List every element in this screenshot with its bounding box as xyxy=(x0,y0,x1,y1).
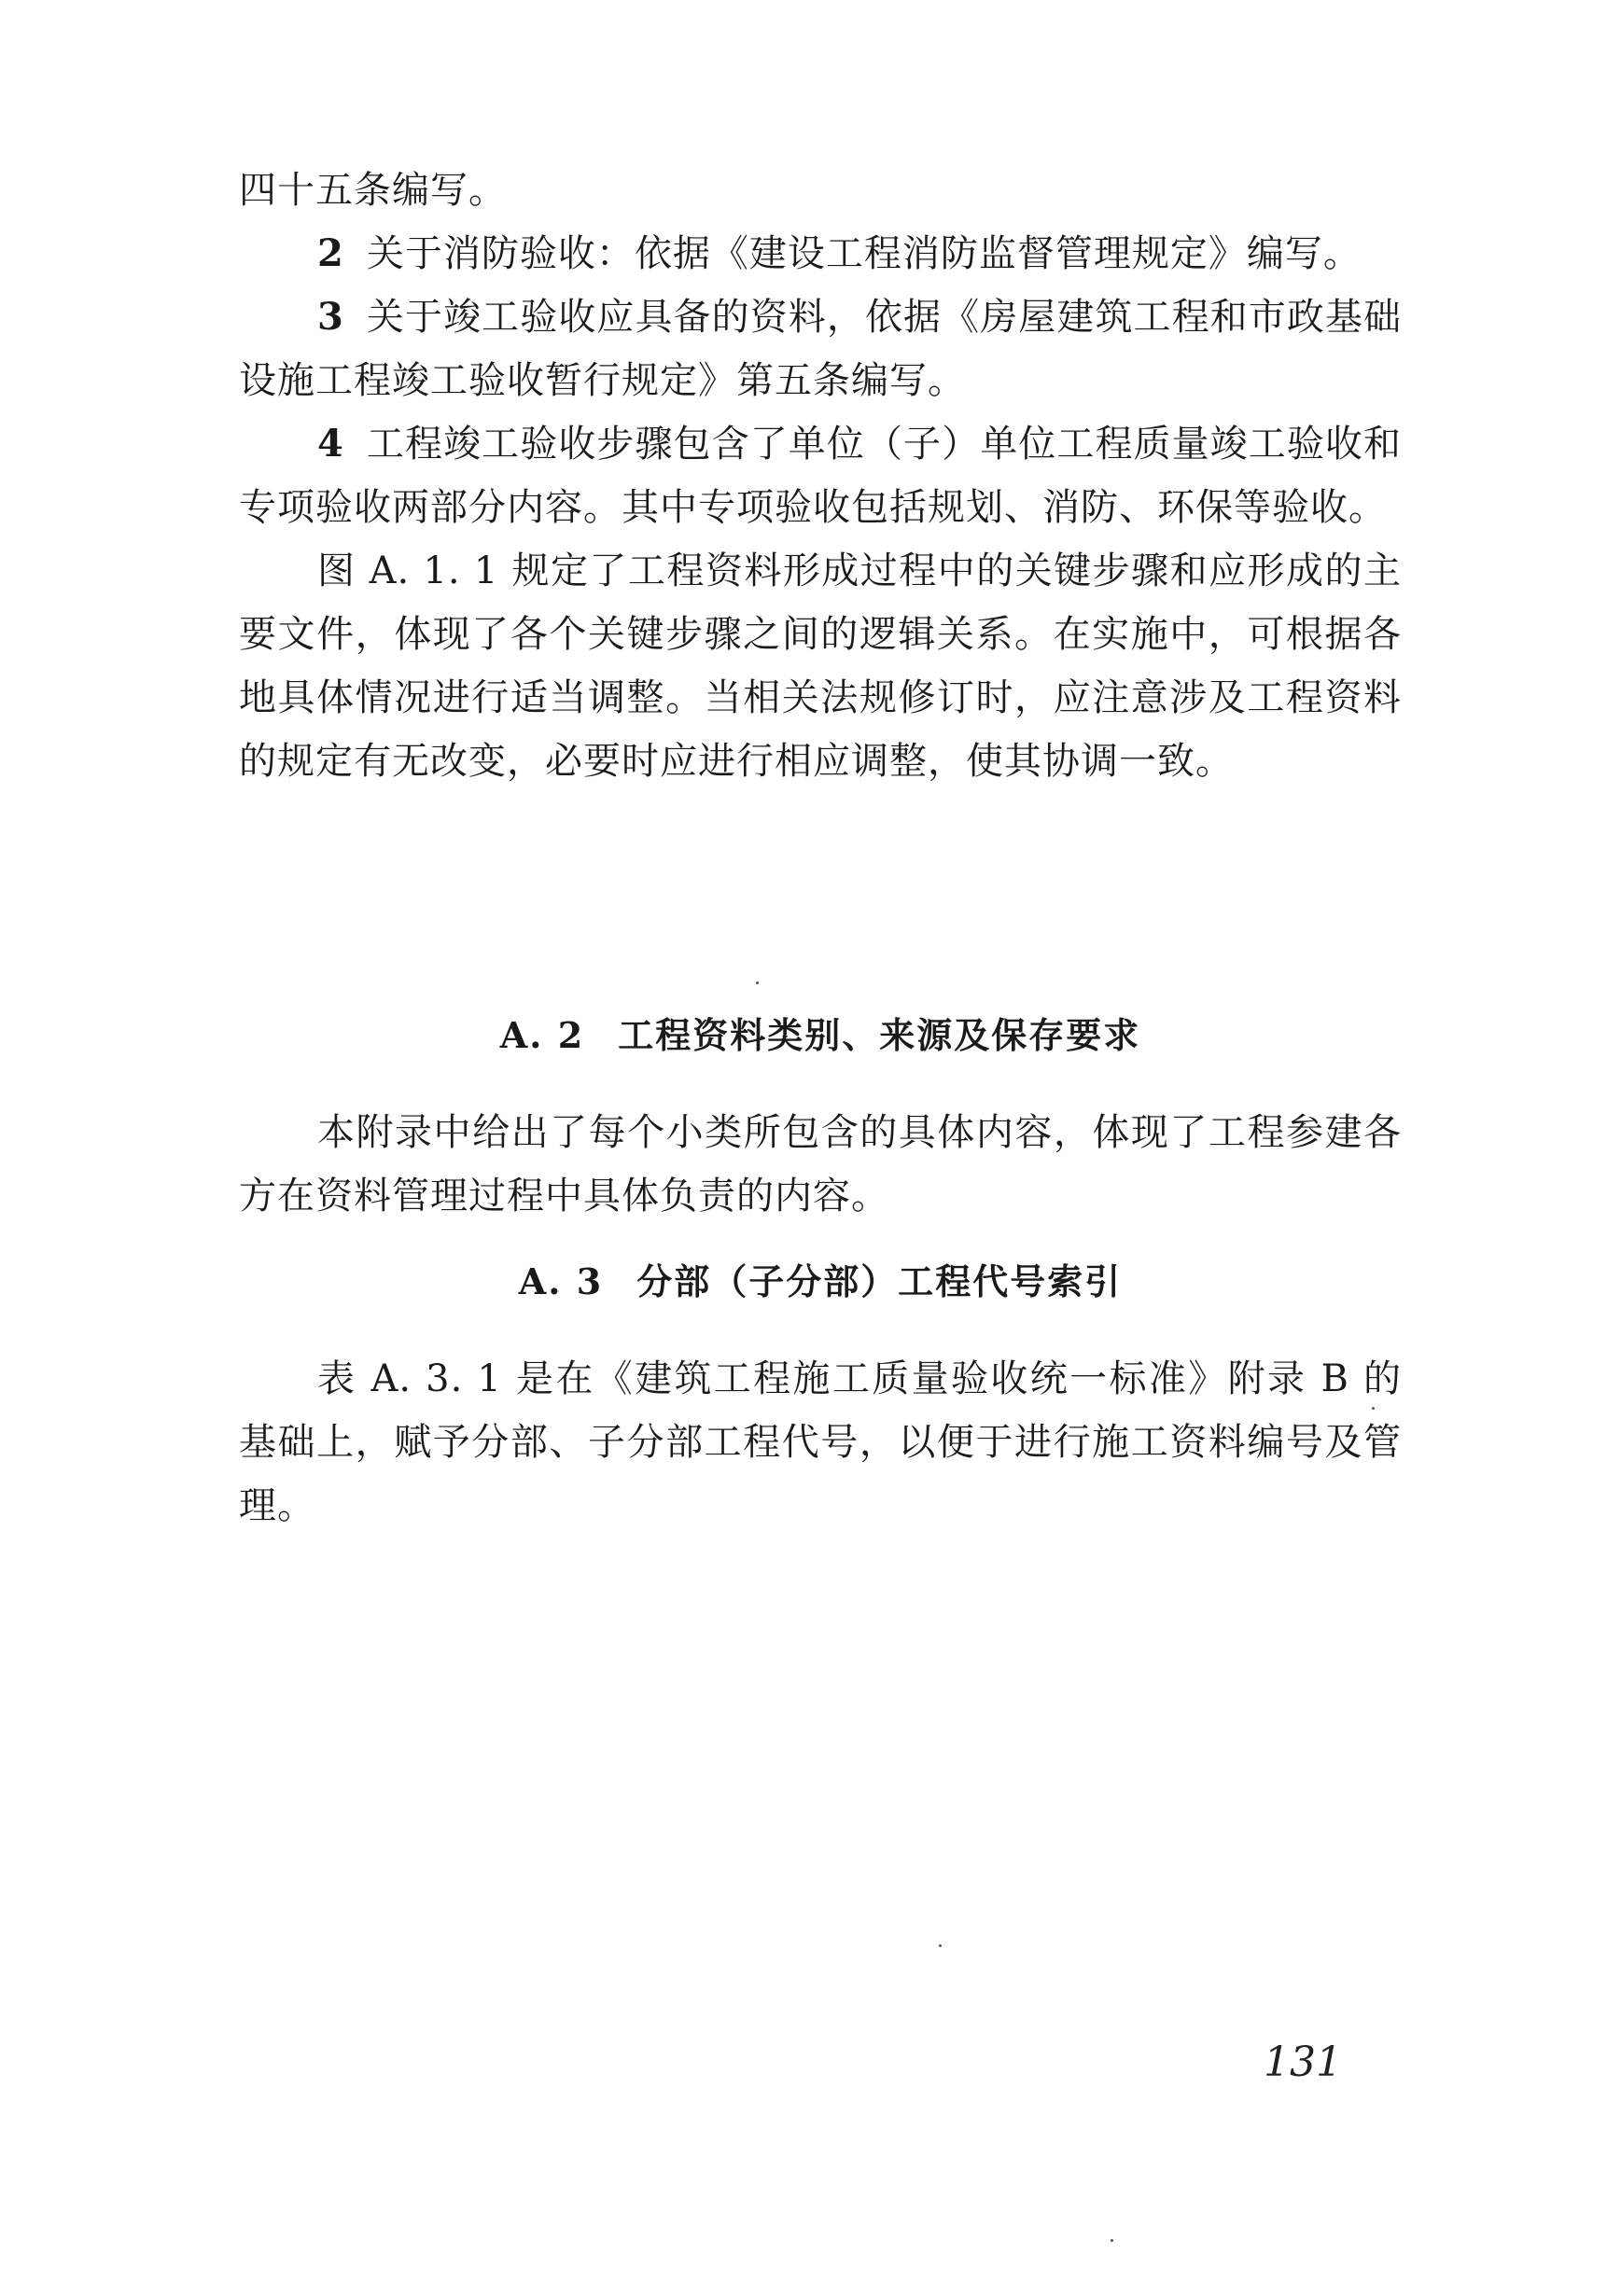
section-a2-paragraph: 本附录中给出了每个小类所包含的具体内容，体现了工程参建各方在资料管理过程中具体负责的内容。 xyxy=(239,1111,1402,1218)
scan-speck xyxy=(1372,1407,1375,1410)
section-a3-title: 分部（子分部）工程代号索引 xyxy=(636,1261,1123,1302)
page-number: 131 xyxy=(1264,2039,1342,2086)
item-4-number: 4 xyxy=(317,422,344,466)
scan-speck xyxy=(756,981,759,984)
section-a2-number: A. 2 xyxy=(499,1014,585,1056)
section-a2-title: 工程资料类别、来源及保存要求 xyxy=(618,1015,1141,1056)
item-2-number: 2 xyxy=(317,231,344,275)
item-2-paragraph xyxy=(239,222,1402,285)
section-a3-paragraph: 表 A. 3. 1 是在《建筑工程施工质量验收统一标准》附录 B 的基础上，赋予分部、子分部工程代号，以便于进行施工资料编号及管理。 xyxy=(239,1357,1402,1527)
scan-speck xyxy=(939,1944,942,1947)
item-3-paragraph xyxy=(239,285,1402,412)
figure-note-paragraph: 图 A. 1. 1 规定了工程资料形成过程中的关键步骤和应形成的主要文件，体现了各个关键步骤之间的逻辑关系。在实施中，可根据各地具体情况进行适当调整。当相关法规修订时，应注意涉及工程资料的规定有无改变，必要时应进行相应调整，使其协调一致。 xyxy=(239,550,1402,783)
item-2-text: 关于消防验收：依据《建设工程消防监督管理规定》编写。 xyxy=(366,232,1362,275)
body-top xyxy=(239,159,1402,793)
item-4-text: 工程竣工验收步骤包含了单位（子）单位工程质量竣工验收和专项验收两部分内容。其中专项验收包括规划、消防、环保等验收。 xyxy=(239,423,1402,529)
section-a3-body xyxy=(239,1347,1402,1538)
section-a3-heading xyxy=(239,1254,1402,1310)
section-a2-body xyxy=(239,1101,1402,1228)
item-3-number: 3 xyxy=(317,295,344,339)
section-a2-heading xyxy=(239,1008,1402,1064)
item-4-paragraph xyxy=(239,412,1402,539)
section-a3-number: A. 3 xyxy=(518,1260,604,1302)
scan-speck xyxy=(1111,2239,1113,2242)
continuation-paragraph: 四十五条编写。 xyxy=(239,169,507,212)
item-3-text: 关于竣工验收应具备的资料，依据《房屋建筑工程和市政基础设施工程竣工验收暂行规定》第五条编写。 xyxy=(239,296,1402,402)
